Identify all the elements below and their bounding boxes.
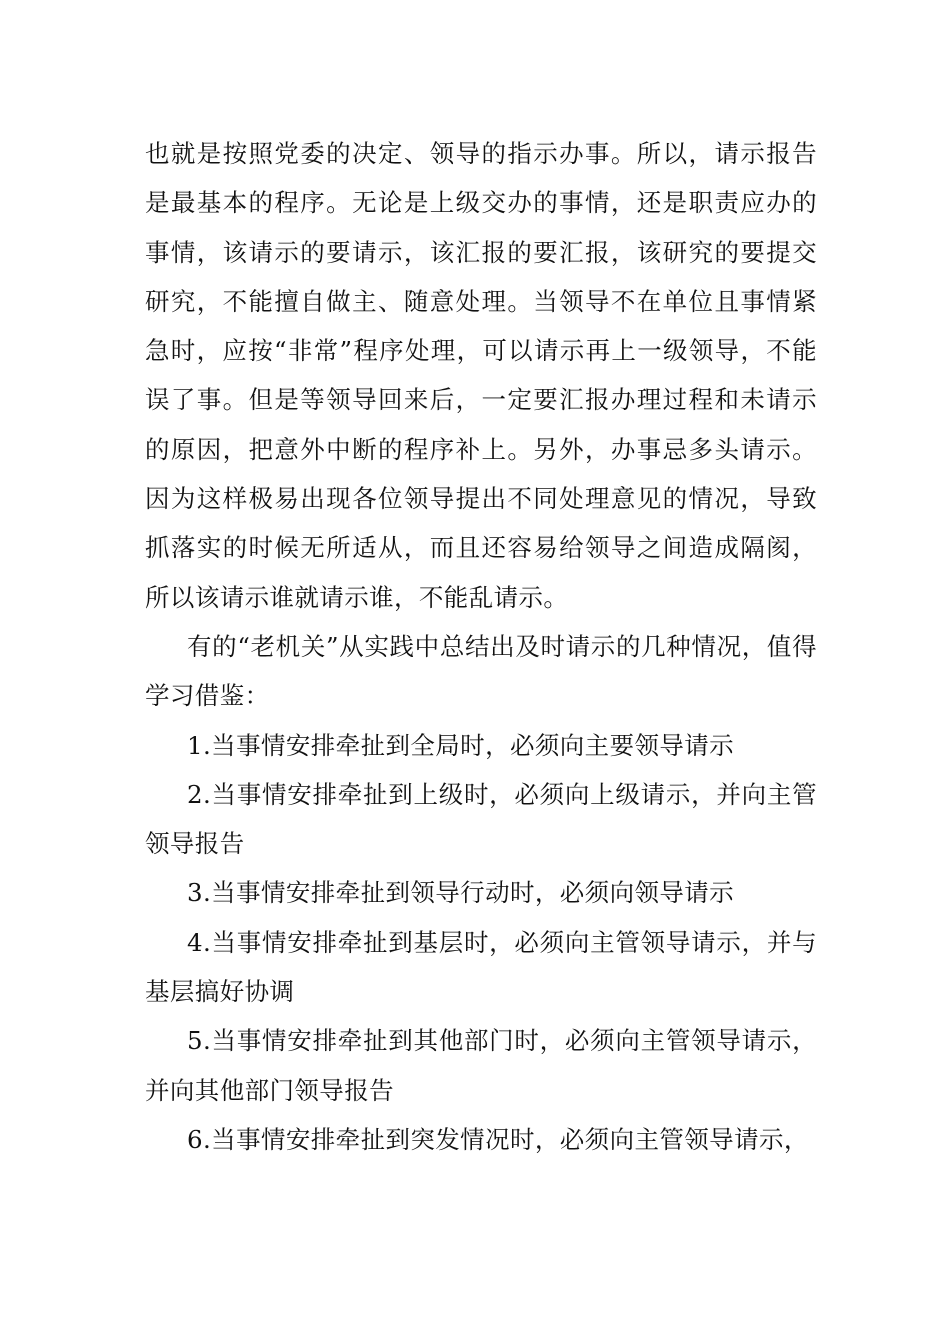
document-body [145,129,817,1164]
paragraph-intro: 有的“老机关”从实践中总结出及时请示的几种情况，值得学习借鉴： [145,631,817,711]
paragraph-continuation: 也就是按照党委的决定、领导的指示办事。所以，请示报告是最基本的程序。无论是上级交办的事情，还是职责应办的事情，该请示的要请示，该汇报的要汇报，该研究的要提交研究，不能擅自做主、随意处理。当领导不在单位且事情紧急时，应按“非常”程序处理，可以请示再上一级领导，不能误了事。但是等领导回来后，一定要汇报办理过程和未请示的原因，把意外中断的程序补上。另外，办事忌多头请示。因为这样极易出现各位领导提出不同处理意见的情况，导致抓落实的时候无所适从，而且还容易给领导之间造成隔阂，所以该请示谁就请示谁，不能乱请示。 [145,139,817,612]
list-item-1: 1.当事情安排牵扯到全局时，必须向主要领导请示 [187,730,735,760]
list-item-5: 5.当事情安排牵扯到其他部门时，必须向主管领导请示，并向其他部门领导报告 [145,1026,817,1105]
list-item-4: 4.当事情安排牵扯到基层时，必须向主管领导请示，并与基层搞好协调 [145,927,817,1007]
list-item-3: 3.当事情安排牵扯到领导行动时，必须向领导请示 [187,878,735,908]
list-item-2: 2.当事情安排牵扯到上级时，必须向上级请示，并向主管领导报告 [145,779,817,859]
list-item-6: 6.当事情安排牵扯到突发情况时，必须向主管领导请示， [187,1124,809,1154]
